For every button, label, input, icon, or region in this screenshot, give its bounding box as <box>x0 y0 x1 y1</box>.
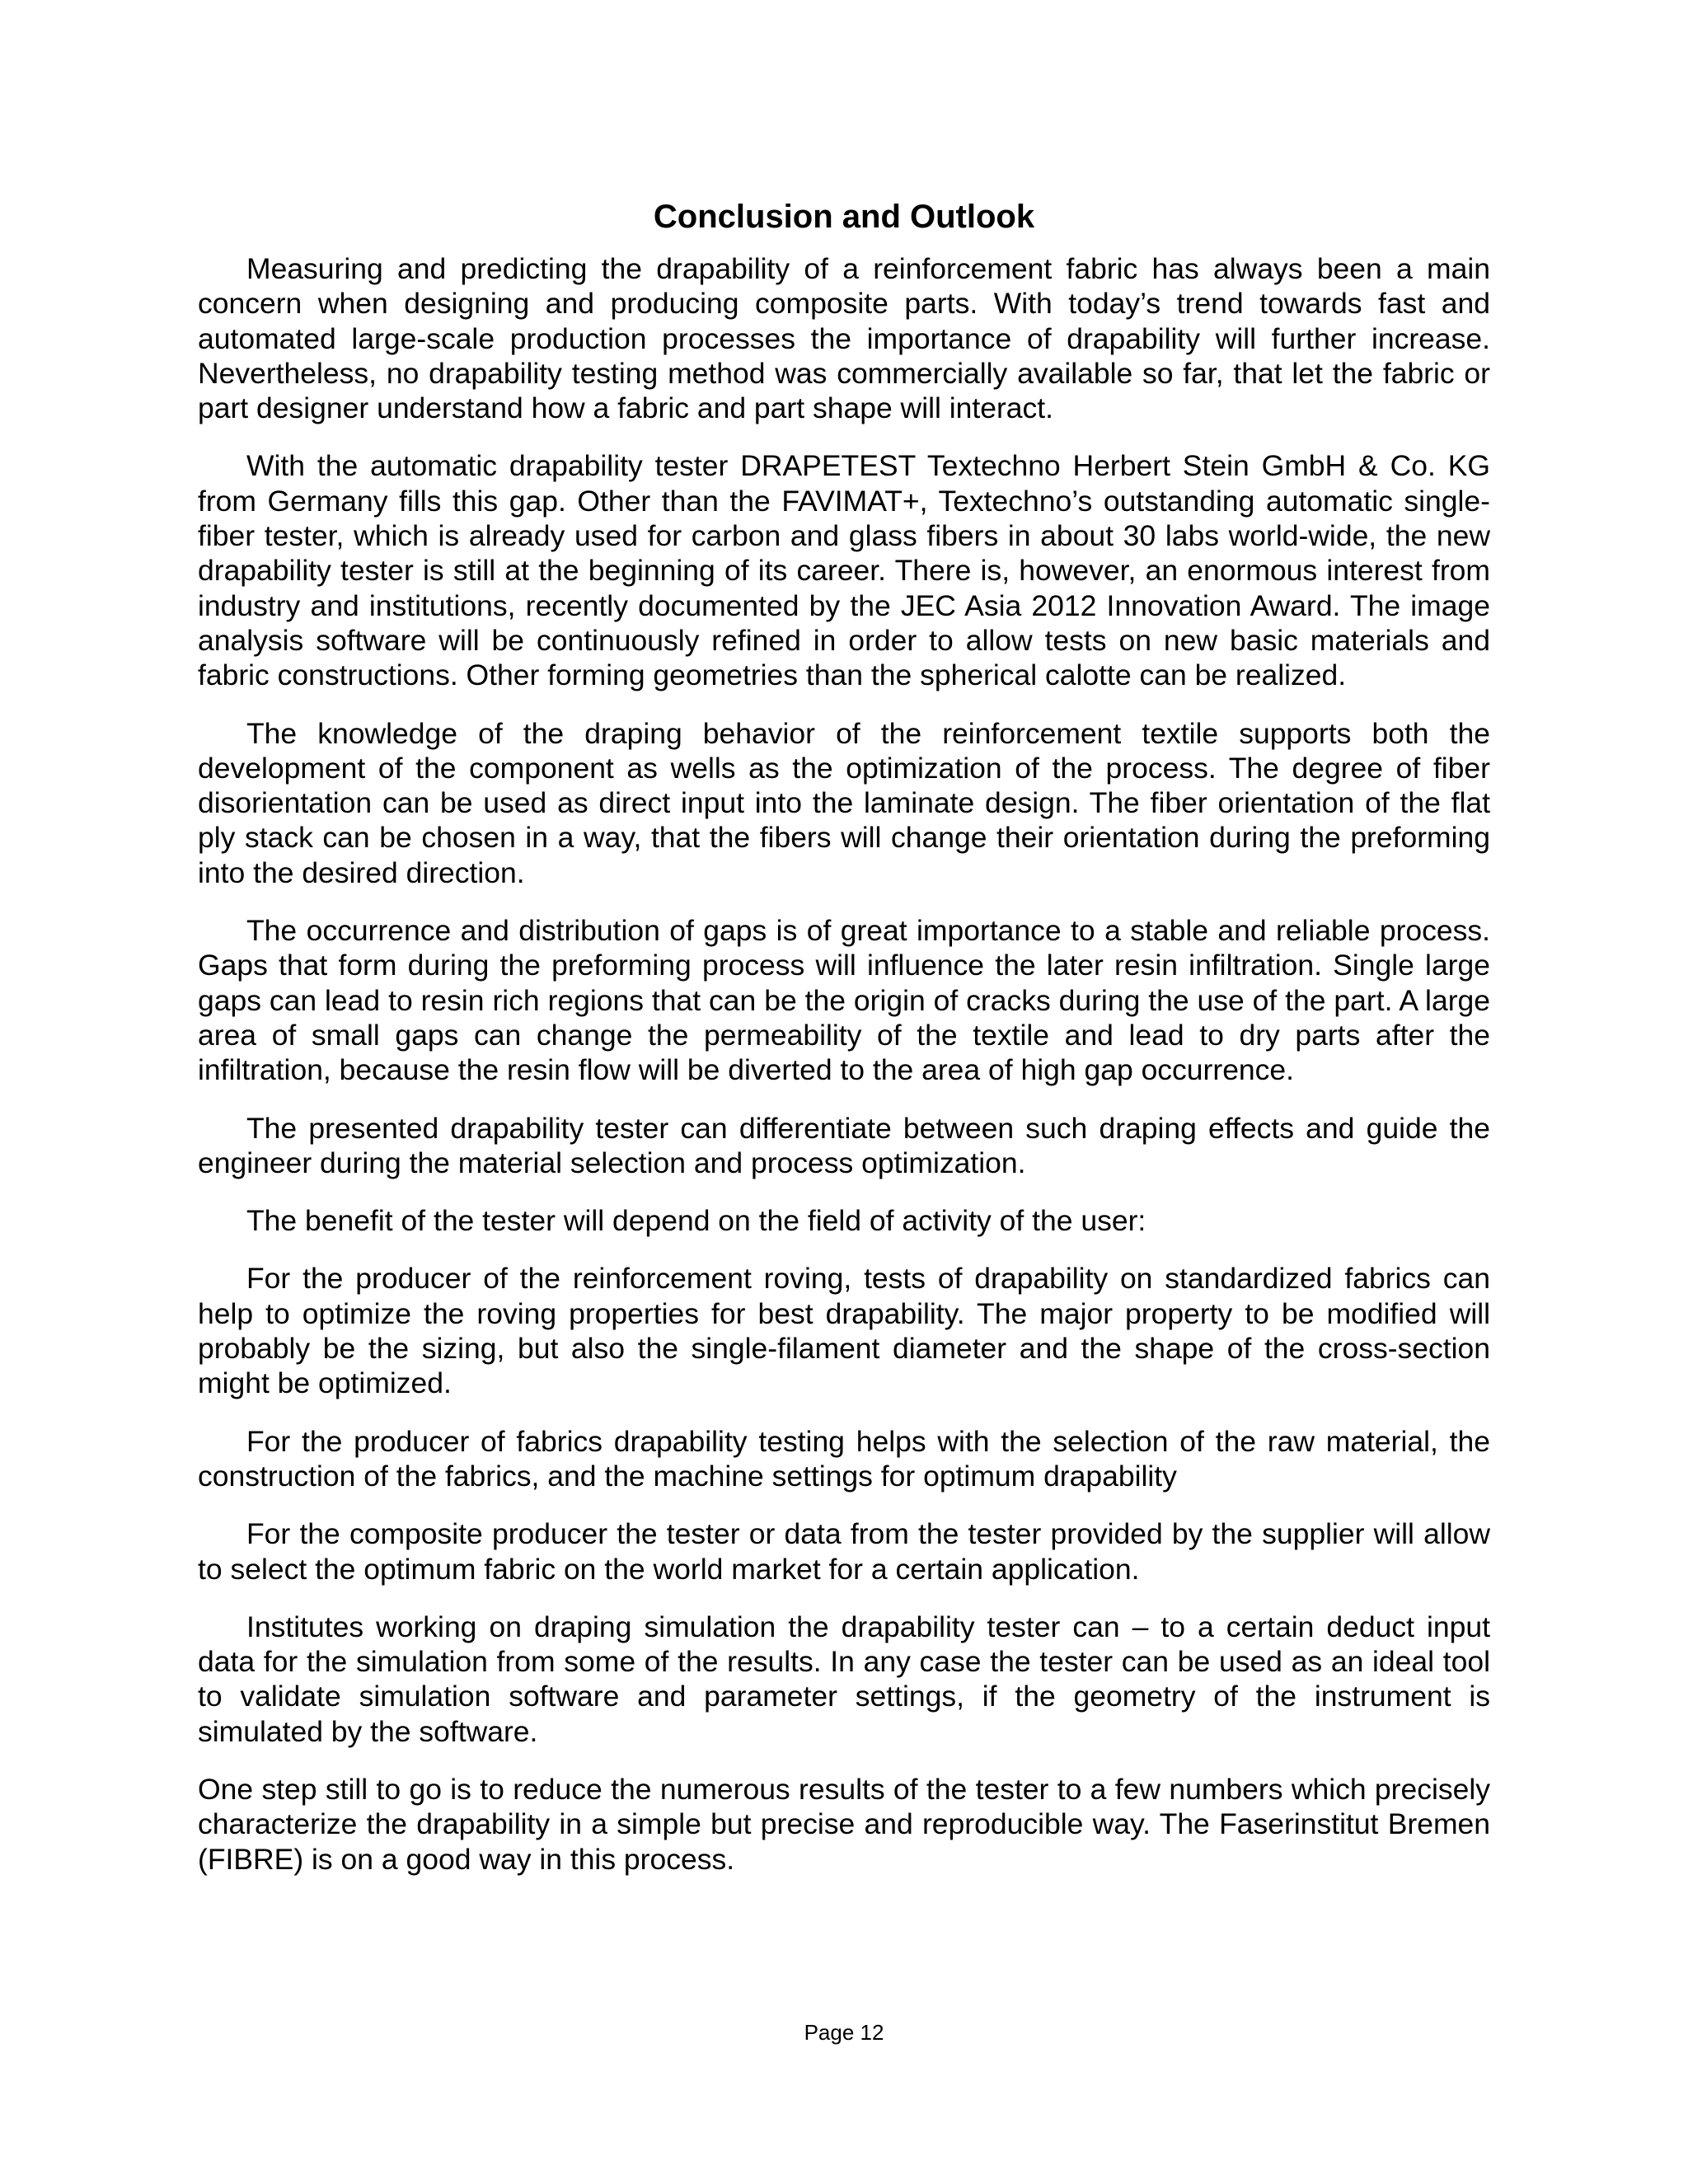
page-number: Page 12 <box>804 2020 884 2045</box>
paragraph-drapetest-tester: With the automatic drapability tester DRAPETEST Textechno Herbert Stein GmbH & Co. KG from Germany fills this gap. Other than the FAVIMAT+, Textechno’s outstanding automatic single-fiber tester, which is already used for carbon and glass fibers in about 30 labs world-wide, the new drapability tester is still at the beginning of its career. There is, however, an enormous interest from industry and institutions, recently documented by the JEC Asia 2012 Innovation Award. The image analysis software will be continuously refined in order to allow tests on new basic materials and fabric constructions. Other forming geometries than the spherical calotte can be realized. <box>198 449 1490 692</box>
body-text <box>198 251 1490 1900</box>
paragraph-benefit-intro: The benefit of the tester will depend on the field of activity of the user: <box>246 1204 1146 1238</box>
paragraph-composite-producer: For the composite producer the tester or data from the tester provided by the supplier will allow to select the optimum fabric on the world market for a certain application. <box>198 1517 1490 1586</box>
paragraph-gap-occurrence: The occurrence and distribution of gaps is of great importance to a stable and reliable process. Gaps that form during the preforming process will influence the later resin infiltration. Single large gaps can lead to resin rich regions that can be the origin of cracks during the use of the part. A large area of small gaps can change the permeability of the textile and lead to dry parts after the infiltration, because the resin flow will be diverted to the area of high gap occurrence. <box>198 914 1490 1087</box>
paragraph-roving-producer: For the producer of the reinforcement roving, tests of drapability on standardized fabrics can help to optimize the roving properties for best drapability. The major property to be modified will probably be the sizing, but also the single-filament diameter and the shape of the cross-section might be optimized. <box>198 1262 1490 1400</box>
paragraph-fabric-producer: For the producer of fabrics drapability testing helps with the selection of the raw material, the construction of the fabrics, and the machine settings for optimum drapability <box>198 1424 1490 1493</box>
paragraph-tester-differentiation: The presented drapability tester can differentiate between such draping effects and guide the engineer during the material selection and process optimization. <box>198 1111 1490 1179</box>
paragraph-simulation-institutes: Institutes working on draping simulation the drapability tester can – to a certain deduct input data for the simulation from some of the results. In any case the tester can be used as an ideal tool to validate simulation software and parameter settings, if the geometry of the instrument is simulated by the software. <box>198 1610 1490 1748</box>
section-title: Conclusion and Outlook <box>653 199 1035 235</box>
paragraph-next-step: One step still to go is to reduce the numerous results of the tester to a few numbers which precisely characterize the drapability in a simple but precise and reproducible way. The Faserinstitut Bremen (FIBRE) is on a good way in this process. <box>198 1772 1490 1876</box>
paragraph-measuring-drapability: Measuring and predicting the drapability of a reinforcement fabric has always been a main concern when designing and producing composite parts. With today’s trend towards fast and automated large-scale production processes the importance of drapability will further increase. Nevertheless, no drapability testing method was commercially available so far, that let the fabric or part designer understand how a fabric and part shape will interact. <box>198 252 1490 425</box>
paragraph-draping-behavior: The knowledge of the draping behavior of the reinforcement textile supports both the development of the component as wells as the optimization of the process. The degree of fiber disorientation can be used as direct input into the laminate design. The fiber orientation of the flat ply stack can be chosen in a way, that the fibers will change their orientation during the preforming into the desired direction. <box>198 716 1490 889</box>
